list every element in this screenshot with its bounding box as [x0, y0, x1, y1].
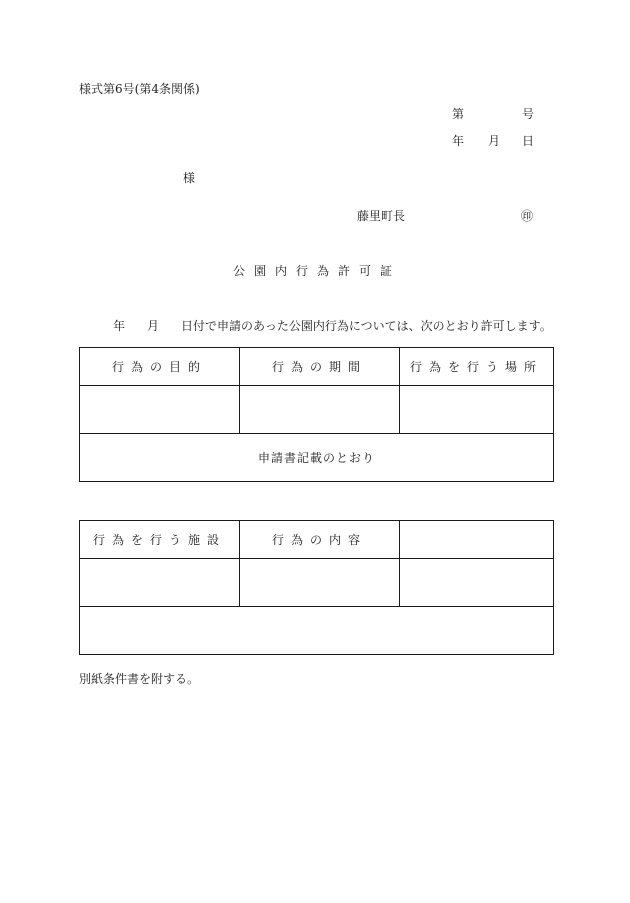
body-rest: 日付で申請のあった公園内行為については、次のとおり許可します。	[181, 319, 552, 333]
table-header-row	[80, 521, 554, 559]
value-blank	[400, 559, 554, 607]
document-title: 公園内行為許可証	[232, 264, 401, 278]
body-year: 年	[113, 319, 126, 333]
value-content	[240, 559, 400, 607]
table-value-row	[80, 386, 554, 434]
table-footer-row	[80, 607, 554, 655]
header-content: 行為の内容	[240, 521, 400, 559]
attachment-note: 別紙条件書を附する。	[79, 672, 200, 686]
issuer-name: 藤里町長	[357, 209, 406, 223]
value-facility	[80, 559, 240, 607]
doc-number-prefix: 第	[452, 107, 465, 121]
doc-number-suffix: 号	[522, 107, 535, 121]
addressee-suffix: 様	[183, 171, 196, 185]
table-footer-row	[80, 434, 554, 482]
date-month: 月	[488, 134, 501, 148]
value-period	[240, 386, 400, 434]
header-facility: 行為を行う施設	[80, 521, 240, 559]
body-paragraph	[113, 317, 552, 334]
form-number: 様式第6号(第4条関係)	[79, 82, 200, 96]
value-location	[400, 386, 554, 434]
permit-table-1	[79, 347, 554, 482]
table-header-row	[80, 348, 554, 386]
footer-as-application: 申請書記載のとおり	[80, 434, 554, 482]
value-purpose	[80, 386, 240, 434]
header-location: 行為を行う場所	[400, 348, 554, 386]
footer-blank	[80, 607, 554, 655]
header-period: 行為の期間	[240, 348, 400, 386]
header-purpose: 行為の目的	[80, 348, 240, 386]
permit-table-2	[79, 520, 554, 655]
header-blank	[400, 521, 554, 559]
date-day: 日	[522, 134, 535, 148]
date-year: 年	[452, 134, 465, 148]
body-month: 月	[147, 319, 160, 333]
seal-mark: ㊞	[521, 209, 534, 223]
table-value-row	[80, 559, 554, 607]
